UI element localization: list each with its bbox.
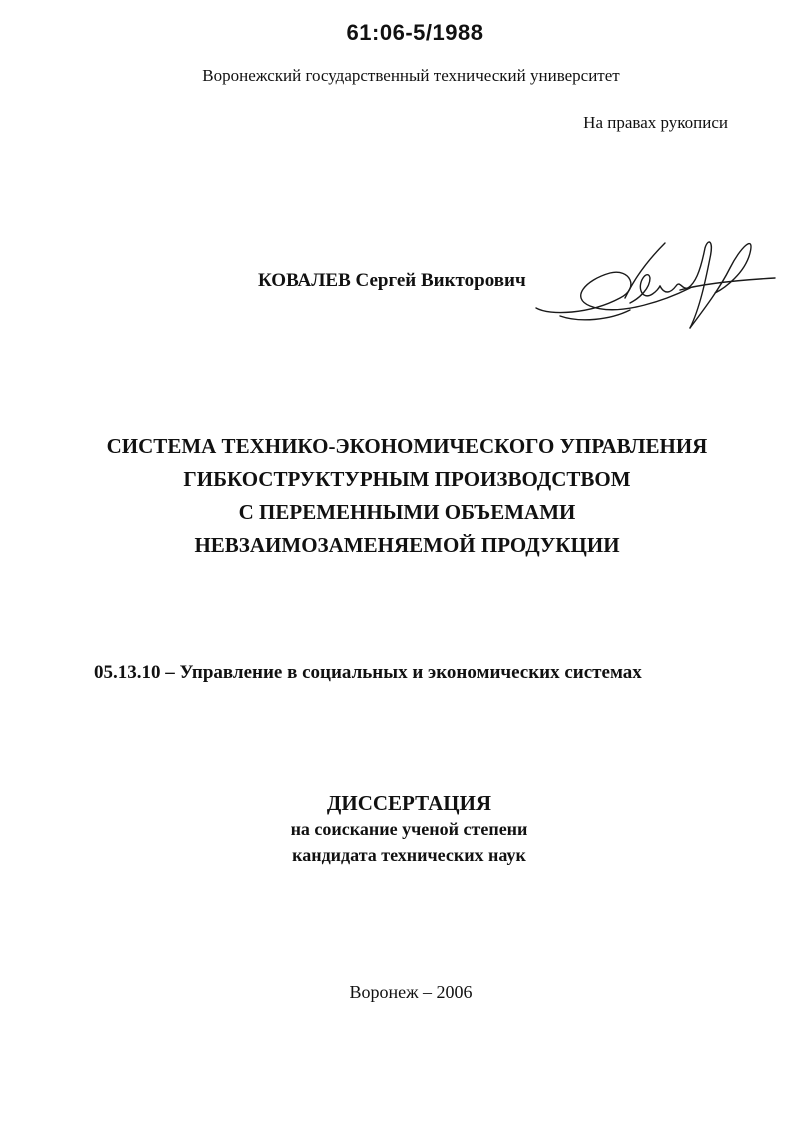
author-name: КОВАЛЕВ Сергей Викторович [258,270,526,291]
title-line: С ПЕРЕМЕННЫМИ ОБЪЕМАМИ [238,500,576,524]
dissertation-title [0,430,794,562]
dissertation-type-block [0,790,794,868]
title-line: НЕВЗАИМОЗАМЕНЯЕМОЙ ПРОДУКЦИИ [194,533,620,557]
degree-line-2: кандидата технических наук [292,845,526,865]
manuscript-note: На правах рукописи [583,113,728,132]
specialty-code: 05.13.10 – Управление в социальных и экономических системах [94,662,642,683]
catalog-number: 61:06-5/1988 [346,20,484,45]
dissertation-heading: ДИССЕРТАЦИЯ [326,791,492,815]
title-line: ГИБКОСТРУКТУРНЫМ ПРОИЗВОДСТВОМ [183,467,631,491]
title-line: СИСТЕМА ТЕХНИКО-ЭКОНОМИЧЕСКОГО УПРАВЛЕНИЯ [106,434,708,458]
university-name: Воронежский государственный технический университет [202,66,620,85]
city-year: Воронеж – 2006 [349,982,473,1002]
degree-line-1: на соискание ученой степени [290,819,528,839]
signature-image [530,228,780,338]
